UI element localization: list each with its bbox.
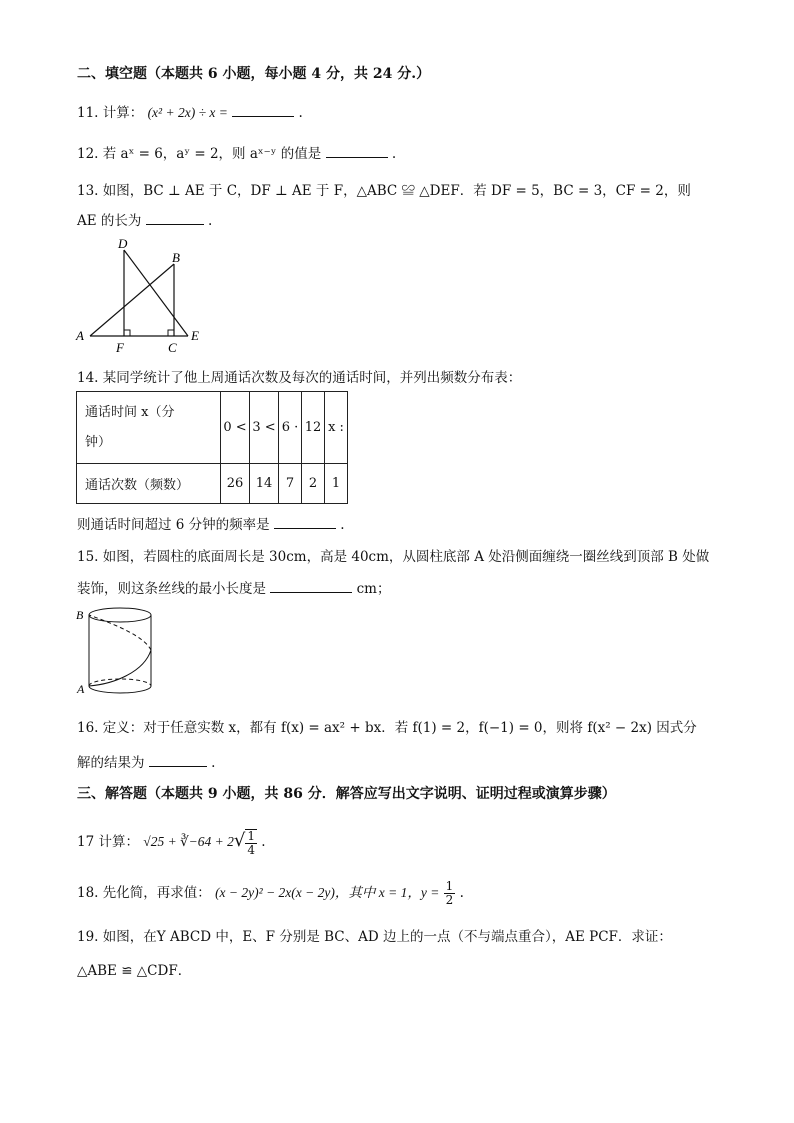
table-cell: 1 <box>325 464 348 504</box>
q17-expression: √25 + ∛−64 + 2 <box>143 834 234 849</box>
q12-end: . <box>391 146 397 162</box>
q18-expression: (x − 2y)² − 2x(x − 2y)，其中 x = 1，y = <box>215 885 440 900</box>
question-18 <box>77 878 464 908</box>
label-f: F <box>116 340 124 355</box>
question-19-line-1: 19. 如图，在Y ABCD 中，E、F 分别是 BC、AD 边上的一点（不与端点重合），AE PCF．求证： <box>77 929 672 945</box>
q15-unit: cm； <box>356 581 391 597</box>
table-cell: 14 <box>250 464 279 504</box>
question-17 <box>77 826 266 857</box>
section-3-heading: 三、解答题（本题共 9 小题，共 86 分．解答应写出文字说明、证明过程或演算步骤） <box>77 786 616 802</box>
table-cell: 26 <box>221 464 250 504</box>
frequency-table <box>76 391 348 504</box>
label-a: A <box>76 328 84 343</box>
q12-answer-blank[interactable] <box>326 143 388 158</box>
q15-answer-blank[interactable] <box>270 578 352 593</box>
q16-answer-blank[interactable] <box>149 752 207 767</box>
q18-fraction: $\frac{1}{2}$ <box>445 879 454 907</box>
label-d: D <box>118 236 128 251</box>
table-cell: 6 · <box>279 392 302 464</box>
table-cell: 0 < <box>221 392 250 464</box>
q11-answer-blank[interactable] <box>232 102 294 117</box>
section-2-heading: 二、填空题（本题共 6 小题，每小题 4 分，共 24 分.） <box>77 66 431 82</box>
table-row <box>77 464 348 504</box>
question-19-line-2: △ABE ≌ △CDF． <box>77 963 192 979</box>
cylinder-top <box>89 608 151 622</box>
q13-answer-blank[interactable] <box>146 210 204 225</box>
question-12 <box>77 142 396 162</box>
label-e: E <box>191 328 199 343</box>
label-b: B <box>76 608 84 622</box>
cylinder-figure <box>74 602 158 698</box>
table-header-count: 通话次数（频数） <box>77 464 221 504</box>
table-cell: 12 <box>302 392 325 464</box>
cylinder-bottom-front <box>89 686 151 693</box>
q14-end: . <box>340 517 345 533</box>
question-13-line-1: 13. 如图，BC ⊥ AE 于 C，DF ⊥ AE 于 F，△ABC ≌ △DEF．若 DF = 5，BC = 3，CF = 2，则 <box>77 183 691 199</box>
label-c: C <box>168 340 177 355</box>
q18-end: . <box>459 885 464 901</box>
q13-end: . <box>208 213 213 229</box>
q16-line2-text: 解的结果为 <box>77 755 145 771</box>
q15-line2-text: 装饰，则这条丝线的最小长度是 <box>77 581 266 597</box>
table-cell: 3 < <box>250 392 279 464</box>
q18-prefix: 18. 先化简，再求值： <box>77 885 211 901</box>
table-cell: x : <box>325 392 348 464</box>
q11-expression: (x² + 2x) ÷ x = <box>147 105 228 120</box>
question-11 <box>77 101 303 121</box>
q11-end: . <box>298 105 303 121</box>
q12-text: 12. 若 aˣ = 6，aʸ = 2，则 aˣ⁻ʸ 的值是 <box>77 146 322 162</box>
spiral-front <box>89 650 151 686</box>
question-15-line-2 <box>77 577 390 597</box>
question-14-after <box>77 513 345 533</box>
table-header-time: 通话时间 x（分 钟） <box>77 392 221 464</box>
question-13-line-2 <box>77 209 212 229</box>
table-cell: 7 <box>279 464 302 504</box>
table-cell: 2 <box>302 464 325 504</box>
table-row <box>77 392 348 464</box>
right-angle-f <box>124 330 130 336</box>
sqrt-icon: √ <box>233 830 246 851</box>
q14-answer-blank[interactable] <box>274 514 336 529</box>
q11-prefix: 11. 计算： <box>77 105 144 121</box>
question-16-line-2 <box>77 751 215 771</box>
q14-after-text: 则通话时间超过 6 分钟的频率是 <box>77 517 270 533</box>
q13-line2-text: AE 的长为 <box>77 213 142 229</box>
question-15-line-1: 15. 如图，若圆柱的底面周长是 30cm，高是 40cm，从圆柱底部 A 处沿侧面缠绕一圈丝线到顶部 B 处做 <box>77 549 710 565</box>
label-a: A <box>77 682 85 696</box>
triangle-figure <box>70 234 210 356</box>
q17-end: . <box>261 834 266 850</box>
question-16-line-1: 16. 定义：对于任意实数 x，都有 f(x) = ax² + bx．若 f(1) = 2，f(−1) = 0，则将 f(x² − 2x) 因式分 <box>77 720 697 736</box>
question-14: 14. 某同学统计了他上周通话次数及每次的通话时间，并列出频数分布表： <box>77 370 522 386</box>
right-angle-c <box>168 330 174 336</box>
q17-prefix: 17 计算： <box>77 834 139 850</box>
label-b: B <box>172 250 180 265</box>
q17-fraction: $\frac{1}{4}$ <box>247 828 255 857</box>
q16-end: . <box>211 755 216 771</box>
